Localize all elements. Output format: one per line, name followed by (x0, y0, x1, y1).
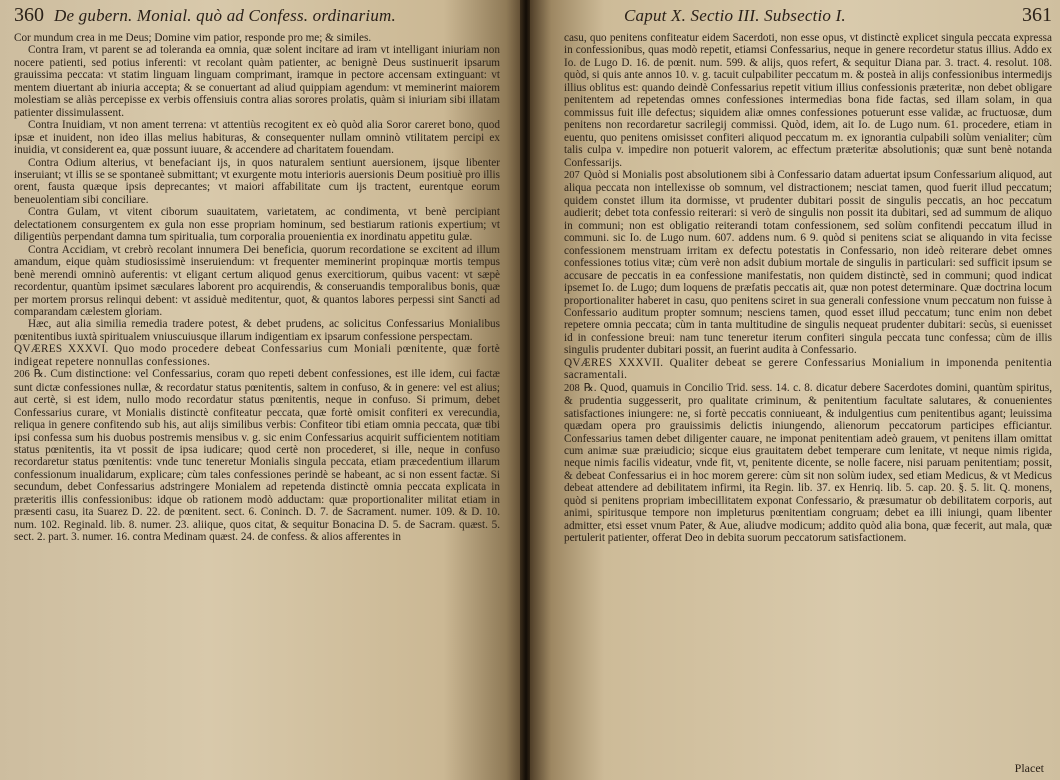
paragraph-text: Contra Accidiam, vt crebrò recolant innumera Dei beneficia, quorum recordatione se excitent ad illum amandum, eique quàm studiosissimè inseruiendum: vt frequenter meminerint propinquæ mortis tempus benè merendi omninò auferentis: vt eligant certum aliquod genus exercitiorum, quibus vacent: vt sæpè recordentur, quantùm ipsimet sæculares laborent pro acquirendis, & conseruandis temporalibus bonis, quæ per mortem prorsus relinqui debent: vt assiduè meditentur, quot, & quantos labores perpessi sint Sancti ad comparandam cælestem gloriam. (14, 243, 500, 318)
paragraph-text: Cor mundum crea in me Deus; Domine vim patior, responde pro me; & similes. (14, 32, 372, 44)
paragraph (564, 357, 1052, 382)
paragraph (564, 32, 1052, 169)
paragraph (14, 206, 500, 243)
left-page-body (14, 32, 500, 544)
marginal-number: 208 (564, 382, 580, 394)
paragraph (14, 119, 500, 156)
paragraph (14, 368, 500, 543)
paragraph-text: Quòd si Monialis post absolutionem sibi à Confessario datam aduertat ipsum Confessarium aliquod, aut aliqua peccata non intellexisse ob somnum, vel distractionem; nesciat tamen, quod fuerit illud peccatum; quidem constet illum ita dormisse, vt prudenter dubitari possit de singulis peccatis, an hoc peccatum audierit; debet tota confessio reiterari: si verò de singulis non possit ita dubitari, sed ad summum de aliquo in communi; non est obligatio reiterandi totam confessionem, sed solùm confitendi peccatum illud in communi. sic Io. de Lugo num. 607. addens num. 6 9. quòd si penitens sciat se aliquando in vita fecisse confessionem menstruam irritam ex defectu potestatis in Confessario, non ideò reiterare debet omnes confessiones totius vitæ; cùm verè non adsit dubium mortale de singulis in particulari: sed sufficit ipsum se accusare de peccatis in ea confessione manifestatis, non quidem distinctè, sed in communi; quod indicat ipsemet Io. de Lugo; dum loquens de præfatis peccatis ait, quæ non potest determinare. Quæ doctrina locum proportionaliter haberet in casu, quo penitens sciret in sua generali confessione vnum peccatum non fuisse à Confessario auditum propter somnum; nesciens tamen, quod esset illud peccatum; tunc enim non debet repetere omnia peccata; cùm in tanta multitudine de singulis nequeat prudenter dubitari: secùs, si euenisset id in confessione breui: nam tunc teneretur iterum confiteri singula peccata tunc confessa; cùm de illis singulis prudenter dubitari possit, an fuerint audita à Confessario. (564, 168, 1052, 357)
catchword: Placet (1014, 761, 1044, 775)
left-running-head: De gubern. Monial. quò ad Confess. ordinarium. (54, 6, 396, 25)
paragraph-text: Contra Gulam, vt vitent ciborum suauitatem, varietatem, ac condimenta, vt benè percipiant delectationem consurgentem ex gula non esse propriam hominum, sed bestiarum rationis expertium; vt diligentiùs perpendant damna tum spiritualia, tum corporalia prouenientia ex inordinatu appetitu gulæ. (14, 206, 500, 244)
right-page (530, 0, 1060, 780)
right-page-number: 361 (1022, 4, 1052, 26)
left-page-header (14, 4, 500, 32)
paragraph (14, 32, 500, 44)
paragraph (14, 157, 500, 207)
paragraph (14, 44, 500, 119)
left-page (0, 0, 522, 780)
marginal-number: 207 (564, 169, 580, 181)
marginal-number: 206 (14, 369, 30, 381)
paragraph-text: Contra Inuidiam, vt non ament terrena: vt attentiùs recogitent ex eò quòd alia Soror careret bono, quod ipsæ et inuident, non ideo illas melius habituras, & consequenter nullam omninò vtilitatem percipi ex inuidia, vt considerent ea, quæ possunt iuuare, & accendere ad charitatem fouendam. (14, 119, 500, 157)
right-page-header (564, 4, 1052, 32)
right-running-head: Caput X. Sectio III. Subsectio I. (624, 6, 846, 25)
paragraph-text: ℞. Quod, quamuis in Concilio Trid. sess. 14. c. 8. dicatur debere Sacerdotes domini, quantùm spiritus, & prudentia suggesserit, pro qualitate criminum, & penitentium facultate salutares, & conuenientes satisfactiones iniungere: ne, si fortè peccatis conniueant, & indulgentius cum penitentibus agant; leuissima quædam opera pro grauissimis delictis iniungendo, alienorum peccatorum participes efficiantur. Confessarius tamen debet diligenter cauare, ne imponat penitentiam adeò grauem, vt penitens illam omittat cum animæ suæ præiudicio; sicque eius grauitatem debet temperare cum lenitate, vt neque nimis rigida, neque nimis facilis videatur, vnde fit, vt, penitente dicente, se nolle facere, nisi paruam penitentiam; possit, & debeat Confessarius ei in hoc morem gerere: cùm sit non solùm iudex, sed etiam Medicus, & vt Medicus debeat attendere ad debilitatem infirmi, ita Regin. lib. 37. ex Henriq. lib. 5. cap. 20. §. 5. lit. Q. monens, quòd si penitens propriam imbecillitatem exponat Confessario, & præsumatur ob debilitatem corporis, aut animi, spiritusque tempore non impleturus pœnitentiam congruam; debet ea illi iniungi, quam libenter admitter, etsi esset vnum Pater, & Aue, aliudve modicum; addito quòd alia bona, quæ fecerit, aut mala, quæ pertulerit patienter, offerat Deo in debita suorum peccatorum satisfactionem. (564, 381, 1052, 545)
paragraph-text: QVÆRES XXXVI. Quo modo procedere debeat Confessarius cum Moniali pœnitente, quæ fortè indigeat repetere nonnullas confessiones. (14, 343, 500, 368)
paragraph-text: QVÆRES XXXVII. Qualiter debeat se gerere Confessarius Monialium in imponenda penitentia sacramentali. (564, 356, 1052, 382)
paragraph-text: Hæc, aut alia similia remedia tradere potest, & debet prudens, ac solicitus Confessarius Monialibus pœnitentibus iuxtà spiritualem vniuscuiusque illarum indigentiam ex ipsarum confessione perspectam. (14, 318, 500, 343)
paragraph (14, 244, 500, 319)
paragraph (14, 318, 500, 343)
paragraph-text: Contra Iram, vt parent se ad toleranda ea omnia, quæ solent incitare ad iram vt intelligant iniuriam non nocere patienti, sed potius inferenti: vt recolant quàm patienter, ac benignè Deus sustinuerit ipsarum grauissima peccata: vt statim linguam linguam comprimant, iramque in pectore accensam extinguant: vt mentem diuertant ab iniuria accepta; & se conuertant ad aliud quippiam agendum: vt meminerint maiorem molestiam se aliàs percepisse ex verbis offensiuis contra alias sorores prolatis, quàm si iniuriam sibi illatam patienter dissimulassent. (14, 44, 500, 119)
paragraph (564, 382, 1052, 545)
left-page-number: 360 (14, 4, 44, 26)
paragraph-text: Contra Odium alterius, vt benefaciant ijs, in quos naturalem sentiunt auersionem, ijsque libenter inseruiant; vt illis se se spontaneè submittant; vt exurgente motu interioris auersionis Deum positiuè pro illis orent, fausta quæque ipsis deprecantes; vt maiori affabilitate cum ijs tractent, eurentque eorum beneuolentiam sibi conciliare. (14, 156, 500, 206)
paragraph-text: casu, quo penitens confiteatur eidem Sacerdoti, non esse opus, vt distinctè explicet singula peccata expressa in confessionibus, quas modò repetit, etiamsi Confessarius, neque in genere recordetur status illius. Addo ex Io. de Lugo D. 16. de pœnit. num. 599. & alijs, quos refert, & sequitur Diana par. 3. tract. 4. resolut. 108. quòd, si quis ante annos 10. v. g. tacuit culpabiliter peccatum m. & posteà in alijs confessionibus intermedijs illius oblitus est: quando deindè Confessarius repetit vitium illius confessionis præteritæ, non debet obligare penitentem ad repetendas omnes confessiones intermedias bona fide factas, sed illam solam, in qua commissus fuit ille defectus; siquidem aliæ omnes confessiones potuerunt esse validæ, ac fructuosæ, dum penitens non recordaretur sacrilegij commissi. Quòd, idem, ait Io. de Lugo num. 61. procedere, etiam in euentu, quo penitens omisisset confiteri aliquod peccatum m. ex ignorantia culpabili solùm venialiter; cùm talis culpa v. impedire non potuerit valorem, ac effectum præteritæ absolutionis; quæ sunt benè notanda Confessarijs. (564, 32, 1052, 169)
paragraph-text: ℞. Cum distinctione: vel Confessarius, coram quo repeti debent confessiones, est ille idem, cui factæ sunt dictæ confessiones nullæ, & recordatur status pœnitentis, saltem in confuso, & in genere: vel est alius; aut certè, si est idem, nullo modo recordatur status pœnitentis, neque in confuso. Si primum, debet Confessarius curare, vt Monialis distinctè confiteatur peccata, quæ fortè omisit confiteri ex verecundia, reliqua in genere confitendo sub his, aut alijs similibus verbis: Confiteor tibi etiam omnia peccata, quæ tibi ipsi confessa sum his duobus postremis mensibus v. g. sic enim Confessarius acquirit sufficientem notitiam status pœnitentis, ita vt possit de ipsa iudicare; quod certè non procederet, si ille, neque in confuso recordaretur status pœnitentis: vnde tunc teneretur Monialis singula peccata, etiam præcedentium illarum confessionum inualidarum, explicare; cùm tales confessiones perindè se habeant, ac si non essent factæ. Si secundum, debet Confessarius adstringere Monialem ad repetenda distinctè omnia peccata explicata in præteritis illis confessionibus: idque ob rationem modò adductam: quæ proportionaliter militat etiam in præsenti casu, ita Suarez D. 22. de pœnitent. sect. 6. Coninch. D. 7. de Sacrament. numer. 109. & D. 10. num. 102. Reginald. lib. 8. numer. 23. aliique, quos citat, & sequitur Bonacina D. 5. de Sacram. quæst. 5. sect. 2. part. 3. numer. 16. contra Medinam quæst. 24. de confess. & alios afferentes in (14, 368, 500, 544)
paragraph (564, 169, 1052, 357)
paragraph (14, 343, 500, 368)
right-page-body (564, 32, 1052, 545)
